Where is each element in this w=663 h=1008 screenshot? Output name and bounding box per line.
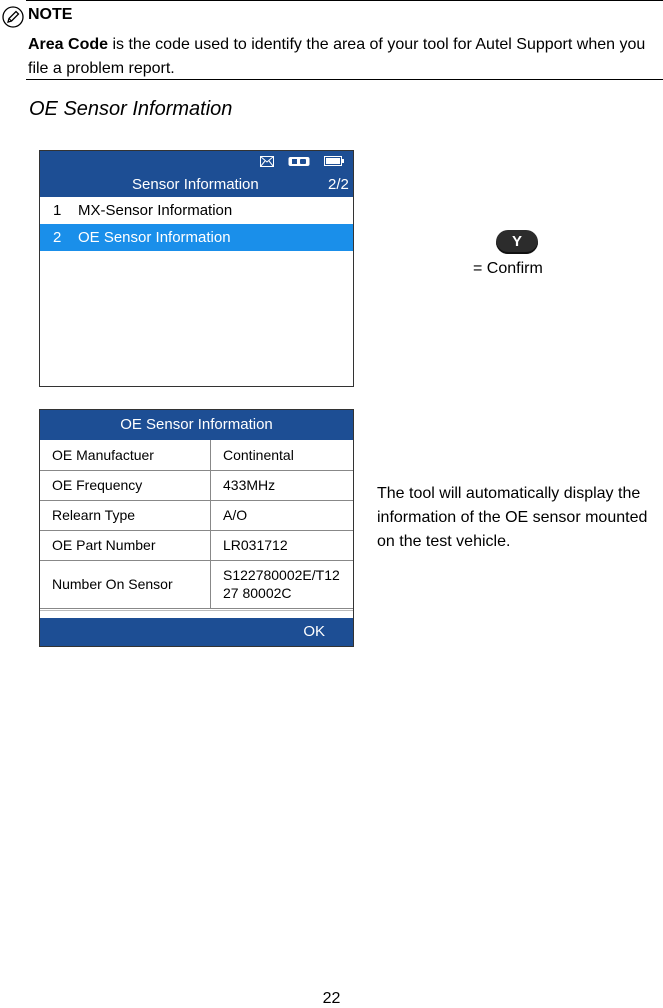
confirm-label: = Confirm	[473, 260, 543, 277]
menu-item-number: 1	[53, 202, 62, 219]
note-top-rule	[26, 0, 663, 1]
field-value: LR031712	[211, 530, 354, 560]
table-row	[40, 500, 353, 530]
sensor-info-table	[40, 440, 353, 609]
section-title: OE Sensor Information	[29, 98, 233, 120]
sensor-information-screen	[39, 150, 354, 387]
table-row	[40, 470, 353, 500]
menu-item-number: 2	[53, 229, 62, 246]
menu-item-label: OE Sensor Information	[78, 229, 231, 246]
field-label: Number On Sensor	[40, 560, 211, 608]
field-label: Relearn Type	[40, 500, 211, 530]
screen-footer	[40, 618, 353, 646]
vehicle-connection-icon	[288, 156, 310, 167]
table-row	[40, 530, 353, 560]
screen-header	[40, 151, 353, 197]
table-row	[40, 440, 353, 470]
field-value: S122780002E/T1227 80002C	[211, 560, 354, 608]
status-bar	[260, 153, 344, 169]
screen-title: OE Sensor Information	[40, 410, 353, 440]
page-number: 22	[322, 990, 341, 1007]
menu-item-label: MX-Sensor Information	[78, 202, 233, 219]
ok-button[interactable]: OK	[303, 623, 325, 640]
battery-icon	[324, 156, 344, 166]
divider	[40, 610, 353, 611]
y-button: Y	[496, 230, 538, 254]
table-row	[40, 560, 353, 608]
field-label: OE Frequency	[40, 470, 211, 500]
field-label: OE Part Number	[40, 530, 211, 560]
menu-item-oe-sensor[interactable]	[40, 224, 353, 251]
menu-item-mx-sensor[interactable]	[40, 197, 353, 224]
field-label: OE Manufactuer	[40, 440, 211, 470]
oe-sensor-information-screen	[39, 409, 354, 647]
page-indicator: 2/2	[328, 176, 349, 193]
note-text: is the code used to identify the area of your tool for Autel Support when you file a problem report.	[28, 36, 646, 77]
screen-title: Sensor Information	[132, 176, 259, 193]
field-value: A/O	[211, 500, 354, 530]
note-title: NOTE	[28, 6, 73, 23]
note-bottom-rule	[26, 79, 663, 80]
pencil-icon	[2, 6, 24, 28]
description-text: The tool will automatically display the information of the OE sensor mounted on the test vehicle.	[377, 485, 648, 550]
envelope-icon	[260, 156, 274, 167]
note-body	[28, 33, 663, 81]
note-term: Area Code	[28, 36, 109, 53]
field-value: 433MHz	[211, 470, 354, 500]
field-value: Continental	[211, 440, 354, 470]
